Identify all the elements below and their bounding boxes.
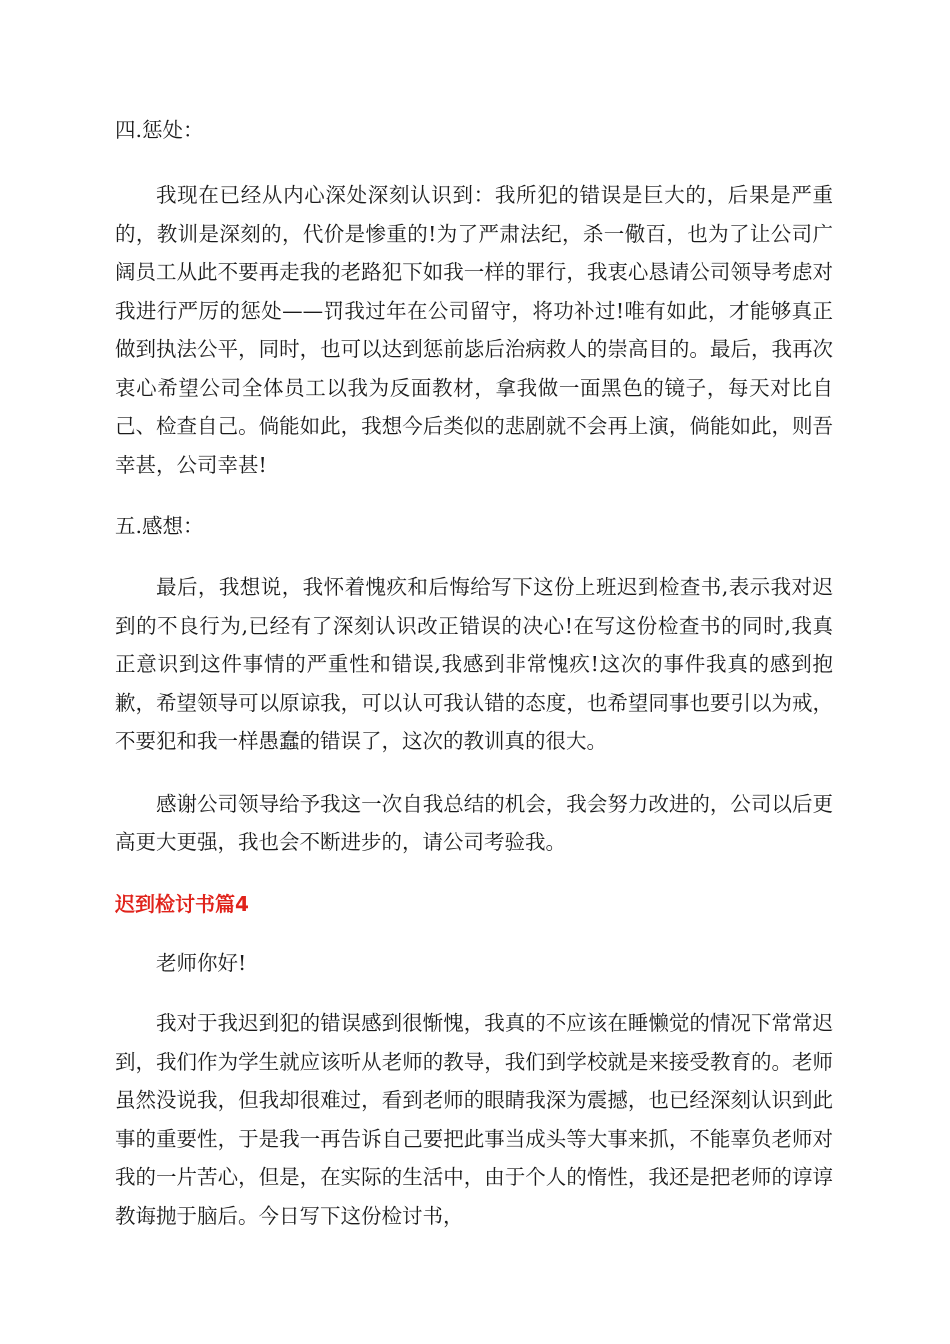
article-title: 迟到检讨书篇4 <box>115 891 249 916</box>
section-heading-reflection: 五.感想： <box>115 514 204 538</box>
section-heading-punishment: 四.惩处： <box>115 118 204 142</box>
paragraph-punishment: 我现在已经从内心深处深刻认识到：我所犯的错误是巨大的，后果是严重的，教训是深刻的，代价是惨重的!为了严肃法纪，杀一儆百，也为了让公司广阔员工从此不要再走我的老路犯下如我一样的罪行，我衷心恳请公司领导考虑对我进行严厉的惩处——罚我过年在公司留守，将功补过!唯有如此，才能够真正做到执法公平，同时，也可以达到惩前毖后治病救人的崇高目的。最后，我再次衷心希望公司全体员工以我为反面教材，拿我做一面黑色的镜子，每天对比自己、检查自己。倘能如此，我想今后类似的悲剧就不会再上演，倘能如此，则吾幸甚，公司幸甚! <box>115 183 833 477</box>
greeting: 老师你好! <box>156 950 247 975</box>
paragraph-reflection-1: 最后，我想说，我怀着愧疚和后悔给写下这份上班迟到检查书,表示我对迟到的不良行为,已经有了深刻认识改正错误的决心!在写这份检查书的同时,我真正意识到这件事情的严重性和错误,我感到非常愧疚!这次的事件我真的感到抱歉，希望领导可以原谅我，可以认可我认错的态度，也希望同事也要引以为戒，不要犯和我一样愚蠢的错误了，这次的教训真的很大。 <box>115 575 833 753</box>
document-page <box>115 112 833 1235</box>
paragraph-article-1: 我对于我迟到犯的错误感到很惭愧，我真的不应该在睡懒觉的情况下常常迟到，我们作为学生就应该听从老师的教导，我们到学校就是来接受教育的。老师虽然没说我，但我却很难过，看到老师的眼睛我深为震撼，也已经深刻认识到此事的重要性，于是我一再告诉自己要把此事当成头等大事来抓，不能辜负老师对我的一片苦心，但是，在实际的生活中，由于个人的惰性，我还是把老师的谆谆教诲抛于脑后。今日写下这份检讨书， <box>115 1011 833 1228</box>
paragraph-reflection-2: 感谢公司领导给予我这一次自我总结的机会，我会努力改进的，公司以后更高更大更强，我也会不断进步的，请公司考验我。 <box>115 791 833 854</box>
